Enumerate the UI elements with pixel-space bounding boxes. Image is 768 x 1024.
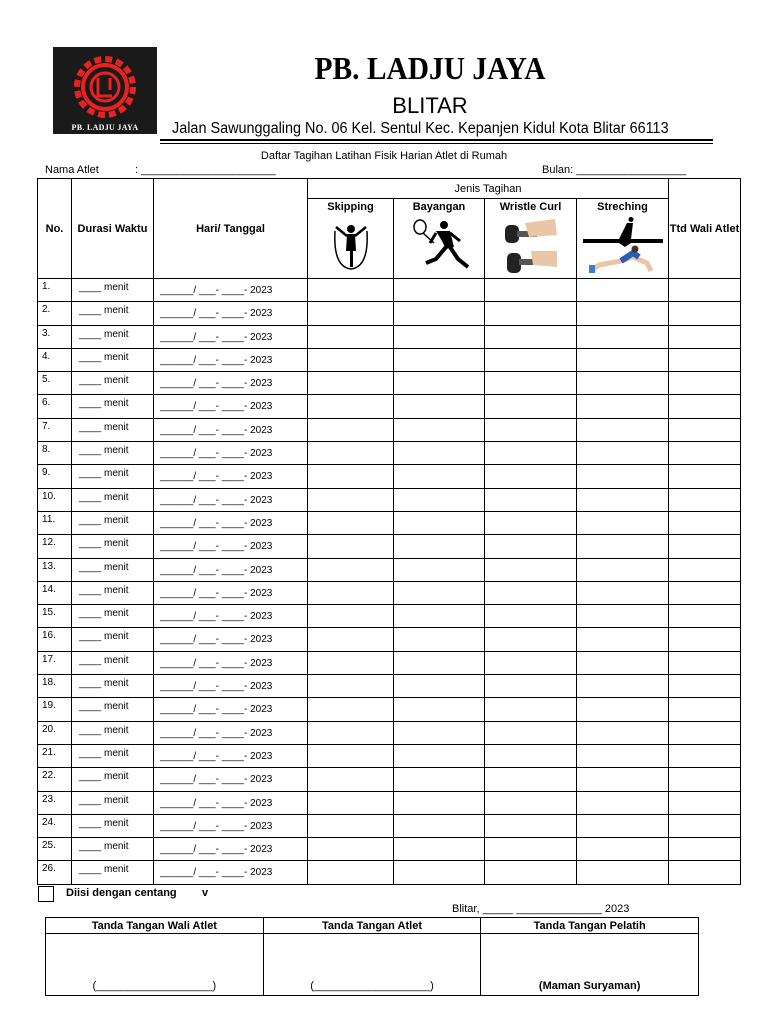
date-field[interactable]: ______/ ___- ____- 2023 xyxy=(154,442,308,465)
athlete-name-label: Nama Atlet xyxy=(45,164,99,176)
document-title: Daftar Tagihan Latihan Fisik Harian Atlet di Rumah xyxy=(260,150,508,162)
check-cell-guardian-sign[interactable] xyxy=(669,418,741,441)
check-cell-bayangan[interactable] xyxy=(394,814,485,837)
check-cell-bayangan[interactable] xyxy=(394,279,485,302)
duration-field[interactable]: ____ menit xyxy=(72,581,154,604)
check-cell-guardian-sign[interactable] xyxy=(669,581,741,604)
table-row xyxy=(38,535,741,558)
check-cell-guardian-sign[interactable] xyxy=(669,395,741,418)
row-number: 11. xyxy=(38,511,72,534)
check-cell-guardian-sign[interactable] xyxy=(669,605,741,628)
check-cell-guardian-sign[interactable] xyxy=(669,442,741,465)
check-cell-bayangan[interactable] xyxy=(394,558,485,581)
date-field[interactable]: ______/ ___- ____- 2023 xyxy=(154,395,308,418)
check-cell-skipping[interactable] xyxy=(308,372,394,395)
row-number: 4. xyxy=(38,348,72,371)
check-cell-bayangan[interactable] xyxy=(394,372,485,395)
check-cell-guardian-sign[interactable] xyxy=(669,698,741,721)
table-row xyxy=(38,348,741,371)
duration-field[interactable]: ____ menit xyxy=(72,279,154,302)
check-cell-skipping[interactable] xyxy=(308,465,394,488)
date-field[interactable]: ______/ ___- ____- 2023 xyxy=(154,348,308,371)
duration-field[interactable]: ____ menit xyxy=(72,325,154,348)
date-field[interactable]: ______/ ___- ____- 2023 xyxy=(154,605,308,628)
check-cell-streching[interactable] xyxy=(577,581,669,604)
table-row xyxy=(38,698,741,721)
check-cell-wristle-curl[interactable] xyxy=(485,395,577,418)
duration-field[interactable]: ____ menit xyxy=(72,721,154,744)
check-cell-wristle-curl[interactable] xyxy=(485,814,577,837)
header-divider-thin xyxy=(160,143,713,144)
check-cell-bayangan[interactable] xyxy=(394,581,485,604)
check-cell-guardian-sign[interactable] xyxy=(669,302,741,325)
signature-name-athlete: (___________________) xyxy=(310,980,434,992)
col-header-activity-group: Jenis Tagihan xyxy=(308,179,669,199)
row-number: 3. xyxy=(38,325,72,348)
check-cell-wristle-curl[interactable] xyxy=(485,675,577,698)
check-cell-guardian-sign[interactable] xyxy=(669,651,741,674)
date-field[interactable]: ______/ ___- ____- 2023 xyxy=(154,279,308,302)
place-date-field[interactable]: Blitar, _____ ______________ 2023 xyxy=(452,903,630,915)
signature-title-athlete: Tanda Tangan Atlet xyxy=(263,918,481,934)
check-cell-wristle-curl[interactable] xyxy=(485,302,577,325)
check-cell-wristle-curl[interactable] xyxy=(485,768,577,791)
activity-streching xyxy=(577,199,669,279)
table-row xyxy=(38,675,741,698)
row-number: 21. xyxy=(38,744,72,767)
check-cell-skipping[interactable] xyxy=(308,442,394,465)
duration-field[interactable]: ____ menit xyxy=(72,791,154,814)
duration-field[interactable]: ____ menit xyxy=(72,675,154,698)
check-cell-wristle-curl[interactable] xyxy=(485,628,577,651)
table-row xyxy=(38,279,741,302)
signature-box-coach[interactable] xyxy=(481,934,699,996)
check-cell-bayangan[interactable] xyxy=(394,348,485,371)
check-cell-skipping[interactable] xyxy=(308,651,394,674)
check-cell-guardian-sign[interactable] xyxy=(669,511,741,534)
duration-field[interactable]: ____ menit xyxy=(72,418,154,441)
table-row xyxy=(38,605,741,628)
check-cell-bayangan[interactable] xyxy=(394,675,485,698)
table-row xyxy=(38,395,741,418)
activity-label: Skipping xyxy=(327,201,374,213)
row-number: 22. xyxy=(38,768,72,791)
check-cell-bayangan[interactable] xyxy=(394,628,485,651)
check-cell-streching[interactable] xyxy=(577,558,669,581)
check-cell-wristle-curl[interactable] xyxy=(485,721,577,744)
row-number: 6. xyxy=(38,395,72,418)
check-cell-bayangan[interactable] xyxy=(394,488,485,511)
table-row xyxy=(38,861,741,884)
check-cell-skipping[interactable] xyxy=(308,605,394,628)
check-cell-bayangan[interactable] xyxy=(394,325,485,348)
check-cell-wristle-curl[interactable] xyxy=(485,605,577,628)
table-row xyxy=(38,628,741,651)
row-number: 7. xyxy=(38,418,72,441)
table-row xyxy=(38,791,741,814)
duration-field[interactable]: ____ menit xyxy=(72,465,154,488)
row-number: 14. xyxy=(38,581,72,604)
check-cell-streching[interactable] xyxy=(577,721,669,744)
duration-field[interactable]: ____ menit xyxy=(72,744,154,767)
check-cell-skipping[interactable] xyxy=(308,838,394,861)
row-number: 20. xyxy=(38,721,72,744)
check-cell-bayangan[interactable] xyxy=(394,651,485,674)
duration-field[interactable]: ____ menit xyxy=(72,395,154,418)
check-cell-wristle-curl[interactable] xyxy=(485,348,577,371)
check-cell-guardian-sign[interactable] xyxy=(669,628,741,651)
date-field[interactable]: ______/ ___- ____- 2023 xyxy=(154,558,308,581)
check-cell-wristle-curl[interactable] xyxy=(485,861,577,884)
check-cell-streching[interactable] xyxy=(577,535,669,558)
check-cell-streching[interactable] xyxy=(577,698,669,721)
check-cell-wristle-curl[interactable] xyxy=(485,698,577,721)
check-cell-guardian-sign[interactable] xyxy=(669,744,741,767)
check-cell-skipping[interactable] xyxy=(308,768,394,791)
signature-box-guardian[interactable] xyxy=(46,934,264,996)
row-number: 1. xyxy=(38,279,72,302)
table-row xyxy=(38,442,741,465)
logo-text: PB. LADJU JAYA xyxy=(71,123,139,132)
row-number: 13. xyxy=(38,558,72,581)
dumbbell-icon xyxy=(503,217,559,277)
date-field[interactable]: ______/ ___- ____- 2023 xyxy=(154,744,308,767)
check-cell-streching[interactable] xyxy=(577,628,669,651)
table-row xyxy=(38,418,741,441)
duration-field[interactable]: ____ menit xyxy=(72,651,154,674)
activity-label: Bayangan xyxy=(412,201,466,213)
club-logo xyxy=(53,47,157,134)
table-row xyxy=(38,302,741,325)
date-field[interactable]: ______/ ___- ____- 2023 xyxy=(154,861,308,884)
duration-field[interactable]: ____ menit xyxy=(72,302,154,325)
col-header-no: No. xyxy=(38,179,72,279)
date-field[interactable]: ______/ ___- ____- 2023 xyxy=(154,488,308,511)
date-field[interactable]: ______/ ___- ____- 2023 xyxy=(154,721,308,744)
jump-rope-icon xyxy=(329,217,373,271)
check-cell-skipping[interactable] xyxy=(308,698,394,721)
check-cell-streching[interactable] xyxy=(577,325,669,348)
stretching-icon xyxy=(581,217,665,275)
badminton-player-icon xyxy=(406,217,472,273)
check-cell-wristle-curl[interactable] xyxy=(485,488,577,511)
training-table xyxy=(37,178,741,885)
check-cell-streching[interactable] xyxy=(577,651,669,674)
check-cell-streching[interactable] xyxy=(577,605,669,628)
signature-box-athlete[interactable] xyxy=(263,934,481,996)
check-cell-skipping[interactable] xyxy=(308,721,394,744)
table-row xyxy=(38,838,741,861)
check-cell-skipping[interactable] xyxy=(308,325,394,348)
check-cell-guardian-sign[interactable] xyxy=(669,325,741,348)
row-number: 26. xyxy=(38,861,72,884)
activity-label: Wristle Curl xyxy=(499,201,562,213)
check-cell-guardian-sign[interactable] xyxy=(669,465,741,488)
organization-address: Jalan Sawunggaling No. 06 Kel. Sentul Kec. Kepanjen Kidul Kota Blitar 66113 xyxy=(172,120,669,137)
date-field[interactable]: ______/ ___- ____- 2023 xyxy=(154,768,308,791)
check-cell-bayangan[interactable] xyxy=(394,791,485,814)
check-cell-guardian-sign[interactable] xyxy=(669,791,741,814)
table-row xyxy=(38,511,741,534)
check-cell-skipping[interactable] xyxy=(308,744,394,767)
date-field[interactable]: ______/ ___- ____- 2023 xyxy=(154,838,308,861)
check-cell-wristle-curl[interactable] xyxy=(485,325,577,348)
date-field[interactable]: ______/ ___- ____- 2023 xyxy=(154,465,308,488)
date-field[interactable]: ______/ ___- ____- 2023 xyxy=(154,698,308,721)
signature-name-guardian: (___________________) xyxy=(92,980,217,992)
check-cell-guardian-sign[interactable] xyxy=(669,838,741,861)
check-cell-bayangan[interactable] xyxy=(394,418,485,441)
check-cell-wristle-curl[interactable] xyxy=(485,581,577,604)
check-cell-bayangan[interactable] xyxy=(394,698,485,721)
check-cell-skipping[interactable] xyxy=(308,814,394,837)
check-cell-wristle-curl[interactable] xyxy=(485,744,577,767)
organization-city: BLITAR xyxy=(392,93,468,118)
legend-checkmark: v xyxy=(202,887,209,899)
check-cell-streching[interactable] xyxy=(577,744,669,767)
duration-field[interactable]: ____ menit xyxy=(72,442,154,465)
check-cell-streching[interactable] xyxy=(577,814,669,837)
check-cell-streching[interactable] xyxy=(577,861,669,884)
duration-field[interactable]: ____ menit xyxy=(72,372,154,395)
check-cell-wristle-curl[interactable] xyxy=(485,511,577,534)
table-row xyxy=(38,325,741,348)
row-number: 18. xyxy=(38,675,72,698)
date-field[interactable]: ______/ ___- ____- 2023 xyxy=(154,511,308,534)
date-field[interactable]: ______/ ___- ____- 2023 xyxy=(154,628,308,651)
check-cell-wristle-curl[interactable] xyxy=(485,418,577,441)
check-cell-streching[interactable] xyxy=(577,372,669,395)
row-number: 8. xyxy=(38,442,72,465)
check-cell-wristle-curl[interactable] xyxy=(485,838,577,861)
check-cell-skipping[interactable] xyxy=(308,302,394,325)
table-row xyxy=(38,581,741,604)
row-number: 24. xyxy=(38,814,72,837)
duration-field[interactable]: ____ menit xyxy=(72,768,154,791)
duration-field[interactable]: ____ menit xyxy=(72,698,154,721)
activity-wristle-curl xyxy=(485,199,577,279)
row-number: 2. xyxy=(38,302,72,325)
check-cell-streching[interactable] xyxy=(577,488,669,511)
check-cell-streching[interactable] xyxy=(577,465,669,488)
col-header-duration: Durasi Waktu xyxy=(72,179,154,279)
row-number: 15. xyxy=(38,605,72,628)
check-cell-bayangan[interactable] xyxy=(394,395,485,418)
date-field[interactable]: ______/ ___- ____- 2023 xyxy=(154,325,308,348)
check-cell-guardian-sign[interactable] xyxy=(669,488,741,511)
table-row xyxy=(38,768,741,791)
row-number: 25. xyxy=(38,838,72,861)
check-cell-streching[interactable] xyxy=(577,302,669,325)
duration-field[interactable]: ____ menit xyxy=(72,628,154,651)
check-cell-skipping[interactable] xyxy=(308,861,394,884)
table-row xyxy=(38,372,741,395)
row-number: 5. xyxy=(38,372,72,395)
duration-field[interactable]: ____ menit xyxy=(72,838,154,861)
check-cell-guardian-sign[interactable] xyxy=(669,768,741,791)
check-cell-skipping[interactable] xyxy=(308,535,394,558)
signature-name-coach: (Maman Suryaman) xyxy=(538,980,641,992)
date-field[interactable]: ______/ ___- ____- 2023 xyxy=(154,581,308,604)
duration-field[interactable]: ____ menit xyxy=(72,535,154,558)
legend-checkbox xyxy=(38,886,54,902)
check-cell-wristle-curl[interactable] xyxy=(485,465,577,488)
check-cell-wristle-curl[interactable] xyxy=(485,535,577,558)
date-field[interactable]: ______/ ___- ____- 2023 xyxy=(154,372,308,395)
table-row xyxy=(38,721,741,744)
check-cell-skipping[interactable] xyxy=(308,581,394,604)
check-cell-streching[interactable] xyxy=(577,348,669,371)
check-cell-guardian-sign[interactable] xyxy=(669,861,741,884)
row-number: 16. xyxy=(38,628,72,651)
check-cell-streching[interactable] xyxy=(577,418,669,441)
check-cell-streching[interactable] xyxy=(577,838,669,861)
duration-field[interactable]: ____ menit xyxy=(72,348,154,371)
row-number: 17. xyxy=(38,651,72,674)
table-row xyxy=(38,558,741,581)
check-cell-guardian-sign[interactable] xyxy=(669,535,741,558)
signature-table xyxy=(45,917,699,996)
date-field[interactable]: ______/ ___- ____- 2023 xyxy=(154,535,308,558)
date-field[interactable]: ______/ ___- ____- 2023 xyxy=(154,675,308,698)
check-cell-skipping[interactable] xyxy=(308,628,394,651)
check-cell-skipping[interactable] xyxy=(308,791,394,814)
date-field[interactable]: ______/ ___- ____- 2023 xyxy=(154,651,308,674)
activity-bayangan xyxy=(394,199,485,279)
organization-name: PB. LADJU JAYA xyxy=(314,50,546,86)
check-cell-guardian-sign[interactable] xyxy=(669,558,741,581)
signature-title-coach: Tanda Tangan Pelatih xyxy=(481,918,699,934)
check-cell-guardian-sign[interactable] xyxy=(669,675,741,698)
check-cell-bayangan[interactable] xyxy=(394,535,485,558)
check-cell-guardian-sign[interactable] xyxy=(669,814,741,837)
check-cell-wristle-curl[interactable] xyxy=(485,791,577,814)
check-cell-skipping[interactable] xyxy=(308,279,394,302)
activity-label: Streching xyxy=(597,201,648,213)
check-cell-bayangan[interactable] xyxy=(394,465,485,488)
table-row xyxy=(38,651,741,674)
check-cell-wristle-curl[interactable] xyxy=(485,558,577,581)
check-cell-bayangan[interactable] xyxy=(394,511,485,534)
row-number: 19. xyxy=(38,698,72,721)
date-field[interactable]: ______/ ___- ____- 2023 xyxy=(154,302,308,325)
gear-logo-icon xyxy=(53,47,157,134)
check-cell-streching[interactable] xyxy=(577,791,669,814)
date-field[interactable]: ______/ ___- ____- 2023 xyxy=(154,418,308,441)
check-cell-wristle-curl[interactable] xyxy=(485,442,577,465)
row-number: 10. xyxy=(38,488,72,511)
check-cell-streching[interactable] xyxy=(577,768,669,791)
date-field[interactable]: ______/ ___- ____- 2023 xyxy=(154,814,308,837)
check-cell-guardian-sign[interactable] xyxy=(669,348,741,371)
check-cell-streching[interactable] xyxy=(577,442,669,465)
table-row xyxy=(38,744,741,767)
duration-field[interactable]: ____ menit xyxy=(72,488,154,511)
check-cell-skipping[interactable] xyxy=(308,558,394,581)
check-cell-streching[interactable] xyxy=(577,395,669,418)
check-cell-bayangan[interactable] xyxy=(394,768,485,791)
legend-label: Diisi dengan centang xyxy=(66,887,177,899)
check-cell-skipping[interactable] xyxy=(308,488,394,511)
duration-field[interactable]: ____ menit xyxy=(72,511,154,534)
check-cell-bayangan[interactable] xyxy=(394,721,485,744)
duration-field[interactable]: ____ menit xyxy=(72,558,154,581)
check-cell-skipping[interactable] xyxy=(308,395,394,418)
row-number: 9. xyxy=(38,465,72,488)
month-field[interactable]: Bulan: __________________ xyxy=(542,164,687,176)
athlete-name-field[interactable]: : ______________________ xyxy=(135,164,276,176)
check-cell-streching[interactable] xyxy=(577,279,669,302)
check-cell-skipping[interactable] xyxy=(308,348,394,371)
check-cell-streching[interactable] xyxy=(577,511,669,534)
check-cell-skipping[interactable] xyxy=(308,675,394,698)
date-field[interactable]: ______/ ___- ____- 2023 xyxy=(154,791,308,814)
col-header-date: Hari/ Tanggal xyxy=(154,179,308,279)
row-number: 23. xyxy=(38,791,72,814)
check-cell-wristle-curl[interactable] xyxy=(485,651,577,674)
check-cell-streching[interactable] xyxy=(577,675,669,698)
check-cell-guardian-sign[interactable] xyxy=(669,372,741,395)
header-divider xyxy=(160,139,713,141)
check-cell-guardian-sign[interactable] xyxy=(669,279,741,302)
duration-field[interactable]: ____ menit xyxy=(72,605,154,628)
check-cell-wristle-curl[interactable] xyxy=(485,279,577,302)
check-cell-skipping[interactable] xyxy=(308,511,394,534)
table-row xyxy=(38,465,741,488)
check-cell-bayangan[interactable] xyxy=(394,302,485,325)
table-row xyxy=(38,488,741,511)
table-row xyxy=(38,814,741,837)
check-cell-bayangan[interactable] xyxy=(394,838,485,861)
col-header-guardian-sign: Ttd Wali Atlet xyxy=(669,179,741,279)
check-cell-wristle-curl[interactable] xyxy=(485,372,577,395)
check-cell-bayangan[interactable] xyxy=(394,605,485,628)
check-cell-skipping[interactable] xyxy=(308,418,394,441)
duration-field[interactable]: ____ menit xyxy=(72,861,154,884)
check-cell-bayangan[interactable] xyxy=(394,744,485,767)
check-cell-bayangan[interactable] xyxy=(394,442,485,465)
signature-title-guardian: Tanda Tangan Wali Atlet xyxy=(46,918,264,934)
check-cell-bayangan[interactable] xyxy=(394,861,485,884)
duration-field[interactable]: ____ menit xyxy=(72,814,154,837)
check-cell-guardian-sign[interactable] xyxy=(669,721,741,744)
activity-skipping xyxy=(308,199,394,279)
row-number: 12. xyxy=(38,535,72,558)
